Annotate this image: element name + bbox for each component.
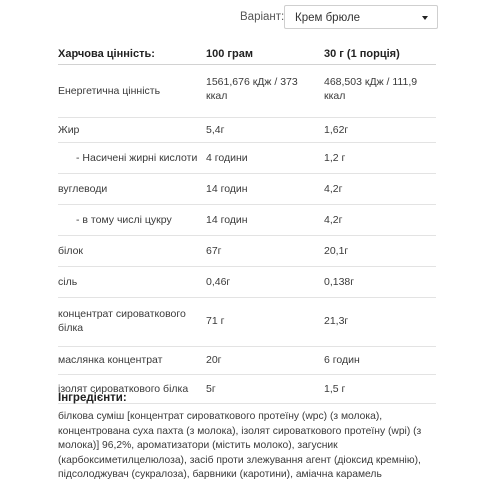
per-serving-value: 1,5 г	[324, 383, 346, 395]
ingredients-text: білкова суміш [концентрат сироваткового протеїну (wpc) (з молока), концентрована суха пахта (з молока), ізолят сироваткового протеїну (wpi) (з молока)] 96,2%, ароматизатори (містить молоко), загусник (карбоксиметилцелюлоза), засіб проти злежування агент (діоксид кремнію), підсолоджувач (сукралоза), барвники (каротини), аміачна карамель	[58, 411, 422, 480]
variant-selector-row	[0, 5, 488, 31]
nutrient-name: Жир	[58, 124, 80, 136]
variant-dropdown[interactable]	[284, 5, 438, 29]
per100-value: 5,4г	[206, 124, 225, 136]
per100-value: 67г	[206, 245, 222, 257]
header-nutrition-value: Харчова цінність:	[58, 48, 155, 60]
nutrient-name: вуглеводи	[58, 183, 108, 195]
per100-value: 1561,676 кДж / 373 ккал	[206, 76, 298, 102]
per100-value: 4 години	[206, 152, 248, 164]
per-serving-value: 0,138г	[324, 276, 355, 288]
per-serving-value: 1,2 г	[324, 152, 346, 164]
per100-value: 14 годин	[206, 183, 248, 195]
variant-label: Варіант:	[240, 11, 285, 23]
nutrient-name: маслянка концентрат	[58, 354, 163, 366]
per-serving-value: 4,2г	[324, 183, 343, 195]
nutrient-name: концентрат сироваткового білка	[58, 308, 186, 334]
variant-selected-value: Крем брюле	[295, 12, 361, 24]
nutrient-name: Енергетична цінність	[58, 85, 161, 97]
header-per-serving: 30 г (1 порція)	[324, 48, 400, 60]
per-serving-value: 4,2г	[324, 214, 343, 226]
per100-value: 0,46г	[206, 276, 231, 288]
nutrient-name: сіль	[58, 276, 78, 288]
table-row	[58, 143, 436, 174]
per-serving-value: 468,503 кДж / 111,9 ккал	[324, 76, 418, 102]
nutrition-table	[58, 43, 436, 404]
per-serving-value: 1,62г	[324, 124, 349, 136]
nutrient-name: - Насичені жирні кислоти	[76, 152, 198, 164]
table-row	[58, 118, 436, 143]
header-per-100g: 100 грам	[206, 48, 253, 60]
per100-value: 14 годин	[206, 214, 248, 226]
table-row	[58, 65, 436, 118]
table-row	[58, 267, 436, 298]
ingredients-title: Інгредієнти:	[58, 392, 127, 404]
per100-value: 20г	[206, 354, 222, 366]
per100-value: 71 г	[206, 315, 225, 327]
per100-value: 5г	[206, 383, 216, 395]
table-row	[58, 347, 436, 375]
nutrient-name: ізолят сироваткового білка	[58, 383, 189, 395]
nutrient-name: білок	[58, 245, 84, 257]
chevron-down-icon	[422, 16, 428, 20]
nutrient-name: - в тому числі цукру	[76, 214, 172, 226]
table-row	[58, 236, 436, 267]
table-row	[58, 205, 436, 236]
per-serving-value: 20,1г	[324, 245, 349, 257]
per-serving-value: 6 годин	[324, 354, 360, 366]
nutrition-table-header	[58, 43, 436, 65]
table-row	[58, 174, 436, 205]
table-row	[58, 298, 436, 347]
per-serving-value: 21,3г	[324, 315, 349, 327]
